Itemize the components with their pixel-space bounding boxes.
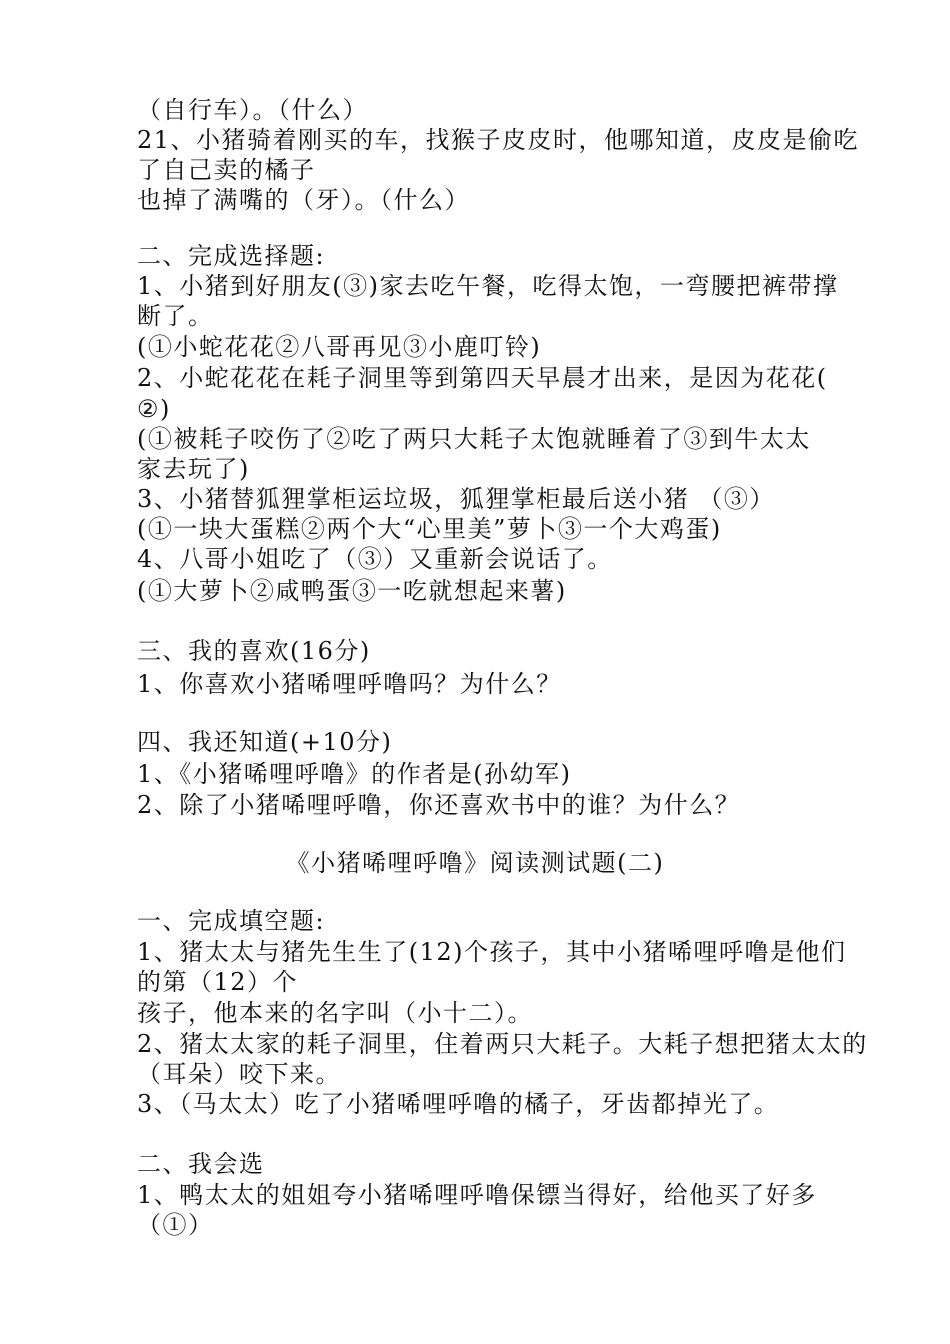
- document-title: 《小猪唏哩呼噜》阅读测试题(二): [285, 849, 665, 877]
- text-line: 了自己卖的橘子: [137, 156, 316, 184]
- text-line: 3、（马太太）吃了小猪唏哩呼噜的橘子，牙齿都掉光了。: [137, 1090, 780, 1118]
- text-line: 1、鸭太太的姐姐夸小猪唏哩呼噜保镖当得好，给他买了好多: [137, 1181, 817, 1209]
- text-line: 1、《小猪唏哩呼噜》的作者是(孙幼军): [137, 760, 572, 788]
- text-line: 断了。: [137, 302, 214, 330]
- text-line: 孩子，他本来的名字叫（小十二）。: [137, 999, 533, 1027]
- section-heading: 三、我的喜欢(16分): [137, 637, 371, 665]
- text-line: ②): [137, 395, 171, 423]
- text-line: 1、小猪到好朋友(③)家去吃午餐，吃得太饱，一弯腰把裤带撑: [137, 272, 839, 300]
- text-line: （①）: [137, 1211, 214, 1239]
- text-line: 2、除了小猪唏哩呼噜，你还喜欢书中的谁？为什么？: [137, 791, 741, 819]
- section-heading: 四、我还知道(+10分): [137, 728, 393, 756]
- text-line: 2、猪太太家的耗子洞里，住着两只大耗子。大耗子想把猪太太的: [137, 1030, 868, 1058]
- text-line: (①大萝卜②咸鸭蛋③一吃就想起来薯): [137, 577, 567, 605]
- text-line: 2、小蛇花花在耗子洞里等到第四天早晨才出来，是因为花花(: [137, 364, 828, 392]
- text-line: 也掉了满嘴的（牙）。（什么）: [137, 186, 470, 214]
- text-line: （耳朵）咬下来。: [137, 1060, 341, 1088]
- text-line: 1、你喜欢小猪唏哩呼噜吗？为什么？: [137, 670, 562, 698]
- section-heading: 二、完成选择题:: [137, 242, 326, 270]
- text-line: 4、八哥小姐吃了（③）又重新会说话了。: [137, 545, 613, 573]
- text-line: 21、小猪骑着刚买的车，找猴子皮皮时，他哪知道，皮皮是偷吃: [137, 126, 860, 154]
- text-line: 家去玩了): [137, 455, 250, 483]
- text-line: （自行车）。（什么）: [137, 96, 368, 124]
- text-line: 1、猪太太与猪先生生了(12)个孩子，其中小猪唏哩呼噜是他们: [137, 938, 847, 966]
- text-line: (①小蛇花花②八哥再见③小鹿叮铃): [137, 333, 542, 361]
- text-line: 的第（12）个: [137, 968, 299, 996]
- text-line: (①一块大蛋糕②两个大“心里美”萝卜③一个大鸡蛋): [137, 515, 722, 543]
- text-line: 3、小猪替狐狸掌柜运垃圾，狐狸掌柜最后送小猪 （③）: [137, 485, 775, 513]
- section-heading: 二、我会选: [137, 1150, 265, 1178]
- text-line: (①被耗子咬伤了②吃了两只大耗子太饱就睡着了③到牛太太: [137, 425, 811, 453]
- section-heading: 一、完成填空题:: [137, 907, 326, 935]
